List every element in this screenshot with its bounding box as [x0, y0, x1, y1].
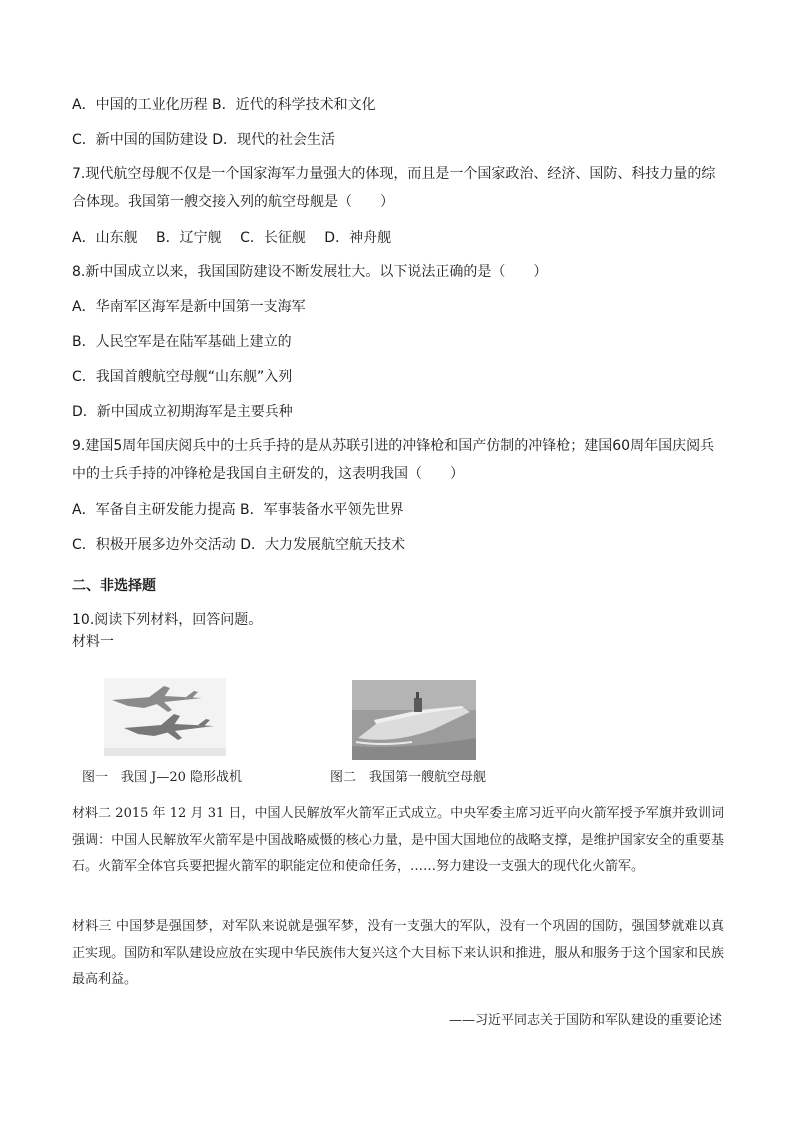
- aircraft-carrier-image: [352, 680, 476, 760]
- material1-label: 材料一: [72, 634, 114, 650]
- q8-option-c: C．我国首艘航空母舰“山东舰”入列: [72, 369, 293, 385]
- attribution: ——习近平同志关于国防和军队建设的重要论述: [448, 1013, 722, 1028]
- q7-stem: 7.现代航空母舰不仅是一个国家海军力量强大的体现，而且是一个国家政治、经济、国防、科技力量的综合体现。我国第一艘交接入列的航空母舰是（ ）: [72, 166, 716, 210]
- figure1-caption: 图一 我国 J—20 隐形战机: [82, 770, 243, 785]
- q9-options-ab: A．军备自主研发能力提高 B．军事装备水平领先世界: [72, 502, 404, 518]
- section-heading: 二、非选择题: [72, 578, 156, 594]
- material3-text: 材料三 中国梦是强国梦，对军队来说就是强军梦，没有一支强大的军队，没有一个巩固的国防，强国梦就难以真正实现。国防和军队建设应放在实现中华民族伟大复兴这个大目标下来认识和推进，服从和服务于这个国家和民族最高利益。: [72, 919, 724, 987]
- q6-options-ab: A．中国的工业化历程 B．近代的科学技术和文化: [72, 97, 376, 113]
- j20-fighter-image: [104, 678, 226, 756]
- q8-option-d: D．新中国成立初期海军是主要兵种: [72, 404, 293, 420]
- q8-option-a: A．华南军区海军是新中国第一支海军: [72, 299, 306, 315]
- figure2-caption: 图二 我国第一艘航空母舰: [330, 770, 487, 785]
- q9-options-cd: C．积极开展多边外交活动 D．大力发展航空航天技术: [72, 537, 406, 553]
- q8-option-b: B．人民空军是在陆军基础上建立的: [72, 334, 292, 350]
- q7-options: A．山东舰 B．辽宁舰 C．长征舰 D．神舟舰: [72, 230, 392, 246]
- q10-stem: 10.阅读下列材料，回答问题。: [72, 612, 263, 628]
- q8-stem: 8.新中国成立以来，我国国防建设不断发展壮大。以下说法正确的是（ ）: [72, 264, 548, 280]
- q6-options-cd: C．新中国的国防建设 D．现代的社会生活: [72, 132, 336, 148]
- q9-stem: 9.建国5周年国庆阅兵中的士兵手持的是从苏联引进的冲锋枪和国产仿制的冲锋枪；建国60周年国庆阅兵中的士兵手持的冲锋枪是我国自主研发的，这表明我国（ ）: [72, 438, 715, 482]
- material2-text: 材料二 2015 年 12 月 31 日，中国人民解放军火箭军正式成立。中央军委主席习近平向火箭军授予军旗并致训词强调：中国人民解放军火箭军是中国战略威慑的核心力量，是中国大国地位的战略支撑，是维护国家安全的重要基石。火箭军全体官兵要把握火箭军的职能定位和使命任务，……努力建设一支强大的现代化火箭军。: [72, 806, 724, 874]
